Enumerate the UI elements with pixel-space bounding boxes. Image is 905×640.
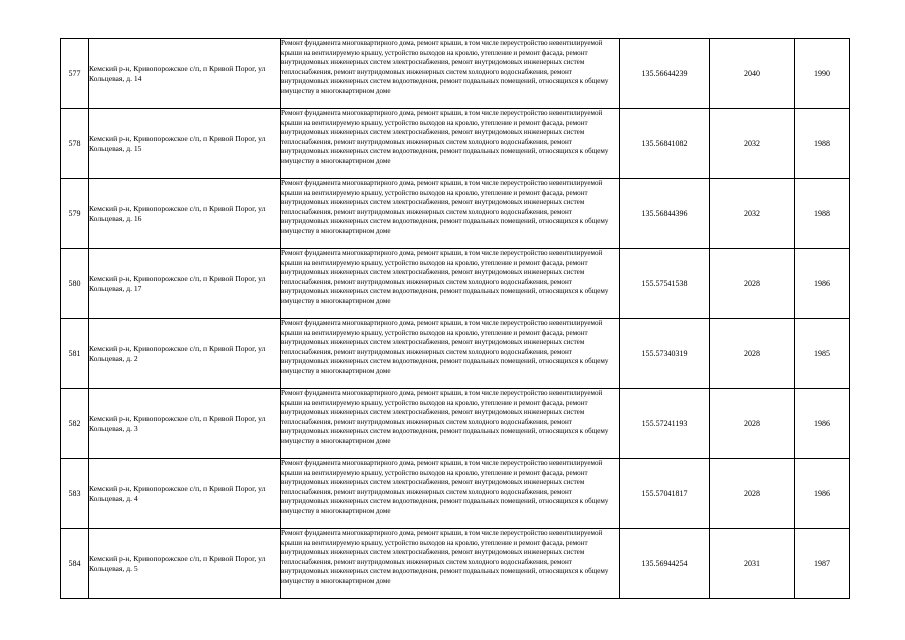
row-number: 579 [61, 179, 89, 249]
cost-cell: 135.56644239 [620, 39, 710, 109]
built-year-cell: 1986 [795, 389, 850, 459]
row-number: 584 [61, 529, 89, 599]
works-cell: Ремонт фундамента многоквартирного дома, ремонт крыши, в том числе переустройство невентилируемой крыши на вентилируемую крышу, устройство выходов на кровлю, утепление и ремонт фасада, ремонт внутридомовых инженерных систем электроснабжения, ремонт внутридомовых инженерных систем теплоснабжения, ремонт внутридомовых инженерных систем холодного водоснабжения, ремонт внутридомовых инженерных систем водоотведения, ремонт подвальных помещений, относящихся к общему имуществу в многоквартирном доме [281, 319, 620, 389]
table-row [61, 39, 850, 109]
address-cell: Кемский р-н, Кривопорожское с/п, п Кривой Порог, ул Кольцевая, д. 5 [89, 529, 281, 599]
table-row [61, 529, 850, 599]
cost-cell: 155.57340319 [620, 319, 710, 389]
row-number: 578 [61, 109, 89, 179]
cost-cell: 155.57241193 [620, 389, 710, 459]
built-year-cell: 1986 [795, 249, 850, 319]
planned-year-cell: 2028 [710, 459, 795, 529]
planned-year-cell: 2028 [710, 249, 795, 319]
row-number: 583 [61, 459, 89, 529]
row-number: 577 [61, 39, 89, 109]
works-cell: Ремонт фундамента многоквартирного дома, ремонт крыши, в том числе переустройство невентилируемой крыши на вентилируемую крышу, устройство выходов на кровлю, утепление и ремонт фасада, ремонт внутридомовых инженерных систем электроснабжения, ремонт внутридомовых инженерных систем теплоснабжения, ремонт внутридомовых инженерных систем холодного водоснабжения, ремонт внутридомовых инженерных систем водоотведения, ремонт подвальных помещений, относящихся к общему имуществу в многоквартирном доме [281, 459, 620, 529]
works-cell: Ремонт фундамента многоквартирного дома, ремонт крыши, в том числе переустройство невентилируемой крыши на вентилируемую крышу, устройство выходов на кровлю, утепление и ремонт фасада, ремонт внутридомовых инженерных систем электроснабжения, ремонт внутридомовых инженерных систем теплоснабжения, ремонт внутридомовых инженерных систем холодного водоснабжения, ремонт внутридомовых инженерных систем водоотведения, ремонт подвальных помещений, относящихся к общему имуществу в многоквартирном доме [281, 529, 620, 599]
table-row [61, 109, 850, 179]
document-page [60, 38, 850, 599]
works-cell: Ремонт фундамента многоквартирного дома, ремонт крыши, в том числе переустройство невентилируемой крыши на вентилируемую крышу, устройство выходов на кровлю, утепление и ремонт фасада, ремонт внутридомовых инженерных систем электроснабжения, ремонт внутридомовых инженерных систем теплоснабжения, ремонт внутридомовых инженерных систем холодного водоснабжения, ремонт внутридомовых инженерных систем водоотведения, ремонт подвальных помещений, относящихся к общему имуществу в многоквартирном доме [281, 249, 620, 319]
table-row [61, 319, 850, 389]
row-number: 581 [61, 319, 89, 389]
address-cell: Кемский р-н, Кривопорожское с/п, п Кривой Порог, ул Кольцевая, д. 17 [89, 249, 281, 319]
table-row [61, 389, 850, 459]
cost-cell: 135.56944254 [620, 529, 710, 599]
row-number: 580 [61, 249, 89, 319]
planned-year-cell: 2040 [710, 39, 795, 109]
table-row [61, 249, 850, 319]
table-row [61, 459, 850, 529]
address-cell: Кемский р-н, Кривопорожское с/п, п Кривой Порог, ул Кольцевая, д. 16 [89, 179, 281, 249]
built-year-cell: 1986 [795, 459, 850, 529]
address-cell: Кемский р-н, Кривопорожское с/п, п Кривой Порог, ул Кольцевая, д. 15 [89, 109, 281, 179]
planned-year-cell: 2031 [710, 529, 795, 599]
repair-program-table [60, 38, 850, 599]
address-cell: Кемский р-н, Кривопорожское с/п, п Кривой Порог, ул Кольцевая, д. 14 [89, 39, 281, 109]
planned-year-cell: 2032 [710, 109, 795, 179]
works-cell: Ремонт фундамента многоквартирного дома, ремонт крыши, в том числе переустройство невентилируемой крыши на вентилируемую крышу, устройство выходов на кровлю, утепление и ремонт фасада, ремонт внутридомовых инженерных систем электроснабжения, ремонт внутридомовых инженерных систем теплоснабжения, ремонт внутридомовых инженерных систем холодного водоснабжения, ремонт внутридомовых инженерных систем водоотведения, ремонт подвальных помещений, относящихся к общему имуществу в многоквартирном доме [281, 389, 620, 459]
works-cell: Ремонт фундамента многоквартирного дома, ремонт крыши, в том числе переустройство невентилируемой крыши на вентилируемую крышу, устройство выходов на кровлю, утепление и ремонт фасада, ремонт внутридомовых инженерных систем электроснабжения, ремонт внутридомовых инженерных систем теплоснабжения, ремонт внутридомовых инженерных систем холодного водоснабжения, ремонт внутридомовых инженерных систем водоотведения, ремонт подвальных помещений, относящихся к общему имуществу в многоквартирном доме [281, 109, 620, 179]
built-year-cell: 1987 [795, 529, 850, 599]
table-row [61, 179, 850, 249]
planned-year-cell: 2028 [710, 319, 795, 389]
built-year-cell: 1985 [795, 319, 850, 389]
address-cell: Кемский р-н, Кривопорожское с/п, п Кривой Порог, ул Кольцевая, д. 3 [89, 389, 281, 459]
row-number: 582 [61, 389, 89, 459]
cost-cell: 135.56841082 [620, 109, 710, 179]
built-year-cell: 1988 [795, 109, 850, 179]
cost-cell: 155.57541538 [620, 249, 710, 319]
address-cell: Кемский р-н, Кривопорожское с/п, п Кривой Порог, ул Кольцевая, д. 2 [89, 319, 281, 389]
planned-year-cell: 2032 [710, 179, 795, 249]
built-year-cell: 1990 [795, 39, 850, 109]
cost-cell: 135.56844396 [620, 179, 710, 249]
works-cell: Ремонт фундамента многоквартирного дома, ремонт крыши, в том числе переустройство невентилируемой крыши на вентилируемую крышу, устройство выходов на кровлю, утепление и ремонт фасада, ремонт внутридомовых инженерных систем электроснабжения, ремонт внутридомовых инженерных систем теплоснабжения, ремонт внутридомовых инженерных систем холодного водоснабжения, ремонт внутридомовых инженерных систем водоотведения, ремонт подвальных помещений, относящихся к общему имуществу в многоквартирном доме [281, 179, 620, 249]
built-year-cell: 1988 [795, 179, 850, 249]
works-cell: Ремонт фундамента многоквартирного дома, ремонт крыши, в том числе переустройство невентилируемой крыши на вентилируемую крышу, устройство выходов на кровлю, утепление и ремонт фасада, ремонт внутридомовых инженерных систем электроснабжения, ремонт внутридомовых инженерных систем теплоснабжения, ремонт внутридомовых инженерных систем холодного водоснабжения, ремонт внутридомовых инженерных систем водоотведения, ремонт подвальных помещений, относящихся к общему имуществу в многоквартирном доме [281, 39, 620, 109]
address-cell: Кемский р-н, Кривопорожское с/п, п Кривой Порог, ул Кольцевая, д. 4 [89, 459, 281, 529]
cost-cell: 155.57041817 [620, 459, 710, 529]
planned-year-cell: 2028 [710, 389, 795, 459]
